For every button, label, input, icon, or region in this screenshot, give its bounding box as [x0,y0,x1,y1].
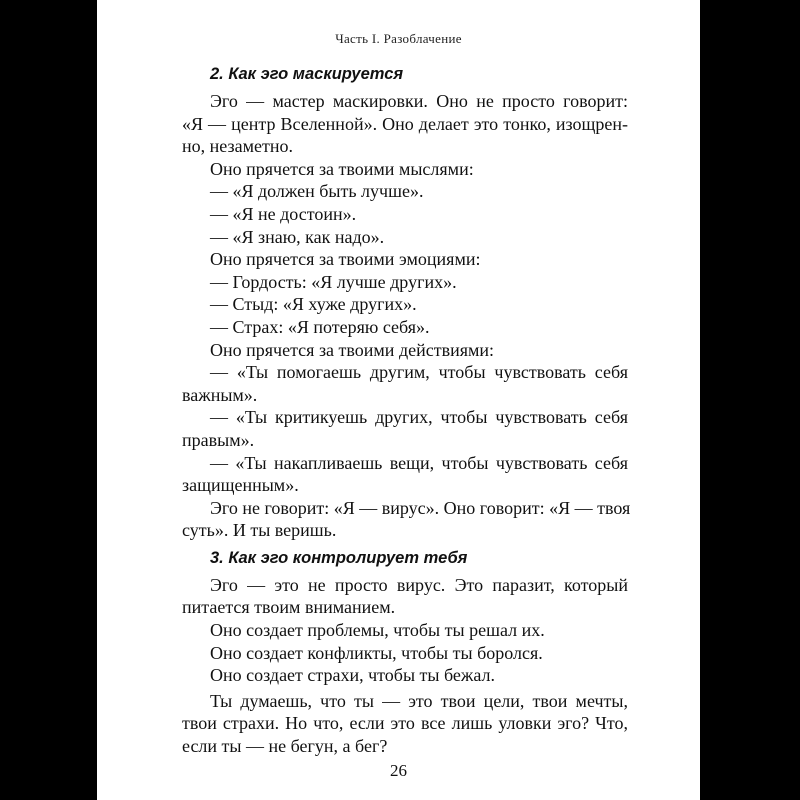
text-line: твои страхи. Но что, если это все лишь уловки эго? Что, [182,713,628,734]
paragraph [182,90,628,158]
paragraph [182,406,628,451]
text-line: защищенным». [182,475,299,496]
running-head: Часть I. Разоблачение [335,31,462,46]
paragraph [182,361,628,406]
page-body [182,61,631,758]
text-line: — Гордость: «Я лучше других». [210,271,457,292]
section-heading: 3. Как эго контролирует тебя [210,548,468,567]
text-line: Оно прячется за твоими действиями: [210,339,495,360]
text-line: Оно создает проблемы, чтобы ты решал их. [210,620,545,641]
paragraph [182,664,628,687]
paragraph [182,271,628,294]
paragraph [182,574,628,619]
text-line: но, незаметно. [182,136,293,157]
paragraph [182,497,631,542]
text-line: — «Ты критикуешь других, чтобы чувствовать себя [210,407,628,428]
paragraph [182,619,628,642]
paragraph [182,158,628,181]
text-line: Эго — это не просто вирус. Это паразит, который [210,574,628,595]
paragraph [182,226,628,249]
text-line: Эго не говорит: «Я — вирус». Оно говорит: «Я — твоя [210,497,631,518]
paragraph [182,339,628,362]
paragraph [182,293,628,316]
paragraph [182,452,628,497]
text-line: — «Ты накапливаешь вещи, чтобы чувствовать себя [210,452,628,473]
paragraph [182,690,628,758]
text-line: — «Я не достоин». [210,203,357,224]
book-page [97,0,700,800]
text-line: — Страх: «Я потеряю себя». [210,316,430,337]
text-line: суть». И ты веришь. [182,520,337,541]
text-line: Ты думаешь, что ты — это твои цели, твои мечты, [210,690,628,711]
paragraph [182,642,628,665]
text-line: правым». [182,429,255,450]
page-number: 26 [390,761,407,780]
paragraph [182,248,628,271]
text-line: — «Ты помогаешь другим, чтобы чувствовать себя [210,362,628,383]
text-line: Эго — мастер маскировки. Оно не просто говорит: [210,91,628,111]
text-line: Оно создает конфликты, чтобы ты боролся. [210,642,543,663]
paragraph [182,180,628,203]
text-line: Оно прячется за твоими эмоциями: [210,249,481,270]
paragraph [182,203,628,226]
text-line: Оно прячется за твоими мыслями: [210,158,474,179]
text-line: «Я — центр Вселенной». Оно делает это тонко, изощрен- [182,113,628,134]
paragraph [182,316,628,339]
text-line: Оно создает страхи, чтобы ты бежал. [210,665,495,686]
text-line: важным». [182,384,258,405]
text-line: — Стыд: «Я хуже других». [210,294,417,315]
text-line: — «Я должен быть лучше». [210,181,424,202]
text-line: если ты — не бегун, а бег? [182,736,388,757]
text-line: питается твоим вниманием. [182,597,396,618]
text-line: — «Я знаю, как надо». [210,226,385,247]
section-heading: 2. Как эго маскируется [210,65,404,83]
